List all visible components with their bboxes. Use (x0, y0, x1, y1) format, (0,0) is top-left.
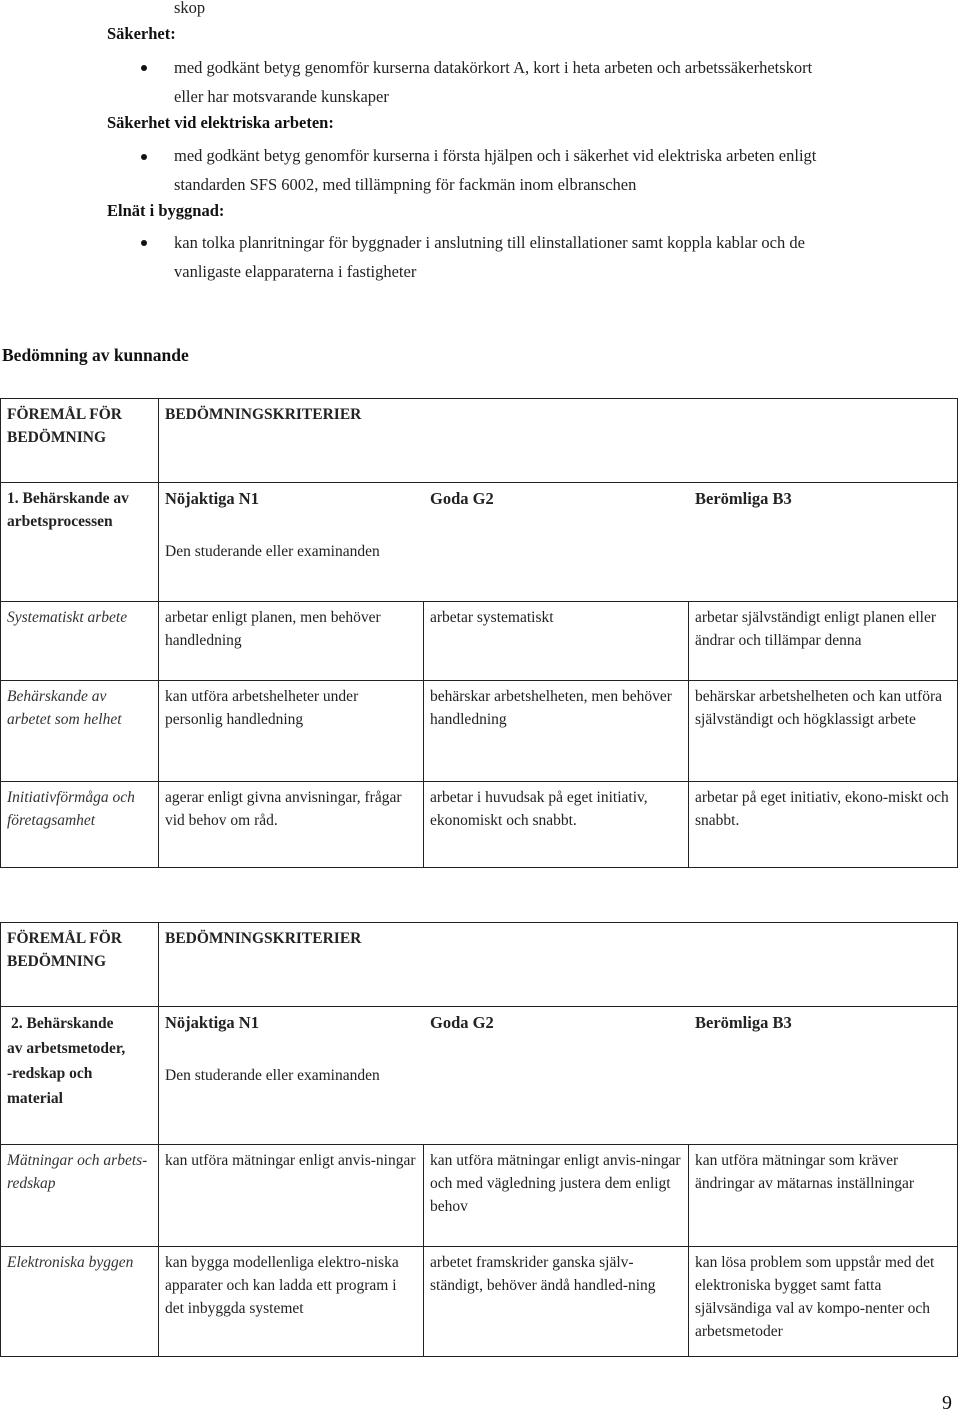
header-left-line-1: FÖREMÅL FÖR (7, 930, 122, 947)
row-label: Initiativförmåga och företagsamhet (1, 782, 159, 868)
level-b3: Berömliga B3 (695, 1013, 792, 1032)
level-b3: Berömliga B3 (695, 489, 792, 508)
cell-n1: kan bygga modellenliga elektro-niska apparater och kan ladda ett program i det inbyggda systemet (159, 1247, 424, 1357)
table-row (1, 782, 958, 868)
sakerhet-line-1: med godkänt betyg genomför kurserna datakörkort A, kort i heta arbeten och arbetssäkerhetskort (174, 58, 813, 77)
cell-g2: behärskar arbetshelheten, men behöver handledning (424, 681, 689, 782)
el-safety-line-2: standarden SFS 6002, med tillämpning för fackmän inom elbranschen (174, 175, 637, 194)
subject-cell (1, 483, 159, 602)
table-row (1, 1145, 958, 1247)
subject-line-1: 2. Behärskande (11, 1015, 114, 1032)
criteria-table-2 (0, 922, 958, 1357)
level-g2: Goda G2 (430, 1013, 494, 1032)
table-header-left (1, 923, 159, 1007)
table-row (1, 681, 958, 782)
sakerhet-heading: Säkerhet: (107, 24, 176, 43)
criteria-table-1 (0, 398, 958, 868)
assessment-title: Bedömning av kunnande (2, 345, 189, 365)
cell-n1: kan utföra arbetshelheter under personlig handledning (159, 681, 424, 782)
row-label: Elektroniska byggen (1, 1247, 159, 1357)
bullet-icon (141, 240, 147, 246)
level-n1: Nöjaktiga N1 (165, 1013, 259, 1032)
levels-cell (159, 483, 958, 602)
bullet-icon (141, 65, 147, 71)
row-label: Mätningar och arbets-redskap (1, 1145, 159, 1247)
table-row (1, 1247, 958, 1357)
cell-n1: agerar enligt givna anvisningar, frågar vid behov om råd. (159, 782, 424, 868)
cell-b3: kan lösa problem som uppstår med det elektroniska bygget samt fatta självsändiga val av kompo-nenter och arbetsmetoder (689, 1247, 958, 1357)
header-left-line-1: FÖREMÅL FÖR (7, 406, 122, 423)
continued-word: skop (174, 0, 206, 17)
table-header-right: BEDÖMNINGSKRITERIER (159, 923, 958, 1007)
student-label: Den studerande eller examinanden (165, 543, 380, 560)
cell-g2: arbetar systematiskt (424, 602, 689, 681)
el-safety-line-1: med godkänt betyg genomför kurserna i första hjälpen och i säkerhet vid elektriska arbeten enligt (174, 146, 817, 165)
header-left-line-2: BEDÖMNING (7, 429, 107, 446)
subject-cell (1, 1007, 159, 1145)
cell-n1: arbetar enligt planen, men behöver handledning (159, 602, 424, 681)
student-label: Den studerande eller examinanden (165, 1067, 380, 1084)
table-row (1, 602, 958, 681)
bullet-icon (141, 154, 147, 160)
elnat-line-1: kan tolka planritningar för byggnader i anslutning till elinstallationer samt koppla kablar och de (174, 233, 805, 252)
row-label: Systematiskt arbete (1, 602, 159, 681)
cell-b3: arbetar självständigt enligt planen eller ändrar och tillämpar denna (689, 602, 958, 681)
subject-line-2: arbetsprocessen (7, 513, 113, 530)
el-safety-heading: Säkerhet vid elektriska arbeten: (107, 113, 334, 132)
cell-n1: kan utföra mätningar enligt anvis-ningar (159, 1145, 424, 1247)
cell-g2: kan utföra mätningar enligt anvis-ningar och med vägledning justera dem enligt behov (424, 1145, 689, 1247)
elnat-line-2: vanligaste elapparaterna i fastigheter (174, 262, 417, 281)
subject-line-1: 1. Behärskande av (7, 490, 129, 507)
levels-cell (159, 1007, 958, 1145)
cell-b3: arbetar på eget initiativ, ekono-miskt och snabbt. (689, 782, 958, 868)
row-label: Behärskande av arbetet som helhet (1, 681, 159, 782)
level-n1: Nöjaktiga N1 (165, 489, 259, 508)
table-header-left (1, 399, 159, 483)
table-header-right: BEDÖMNINGSKRITERIER (159, 399, 958, 483)
sakerhet-line-2: eller har motsvarande kunskaper (174, 87, 389, 106)
page-number: 9 (942, 1392, 952, 1414)
cell-b3: kan utföra mätningar som kräver ändringar av mätarnas inställningar (689, 1145, 958, 1247)
cell-b3: behärskar arbetshelheten och kan utföra självständigt och högklassigt arbete (689, 681, 958, 782)
subject-line-3: -redskap och (7, 1065, 93, 1082)
elnat-heading: Elnät i byggnad: (107, 201, 225, 220)
subject-line-4: material (7, 1090, 63, 1107)
cell-g2: arbetar i huvudsak på eget initiativ, ekonomiskt och snabbt. (424, 782, 689, 868)
subject-line-2: av arbetsmetoder, (7, 1040, 126, 1057)
cell-g2: arbetet framskrider ganska själv-ständigt, behöver ändå handled-ning (424, 1247, 689, 1357)
header-left-line-2: BEDÖMNING (7, 953, 107, 970)
level-g2: Goda G2 (430, 489, 494, 508)
